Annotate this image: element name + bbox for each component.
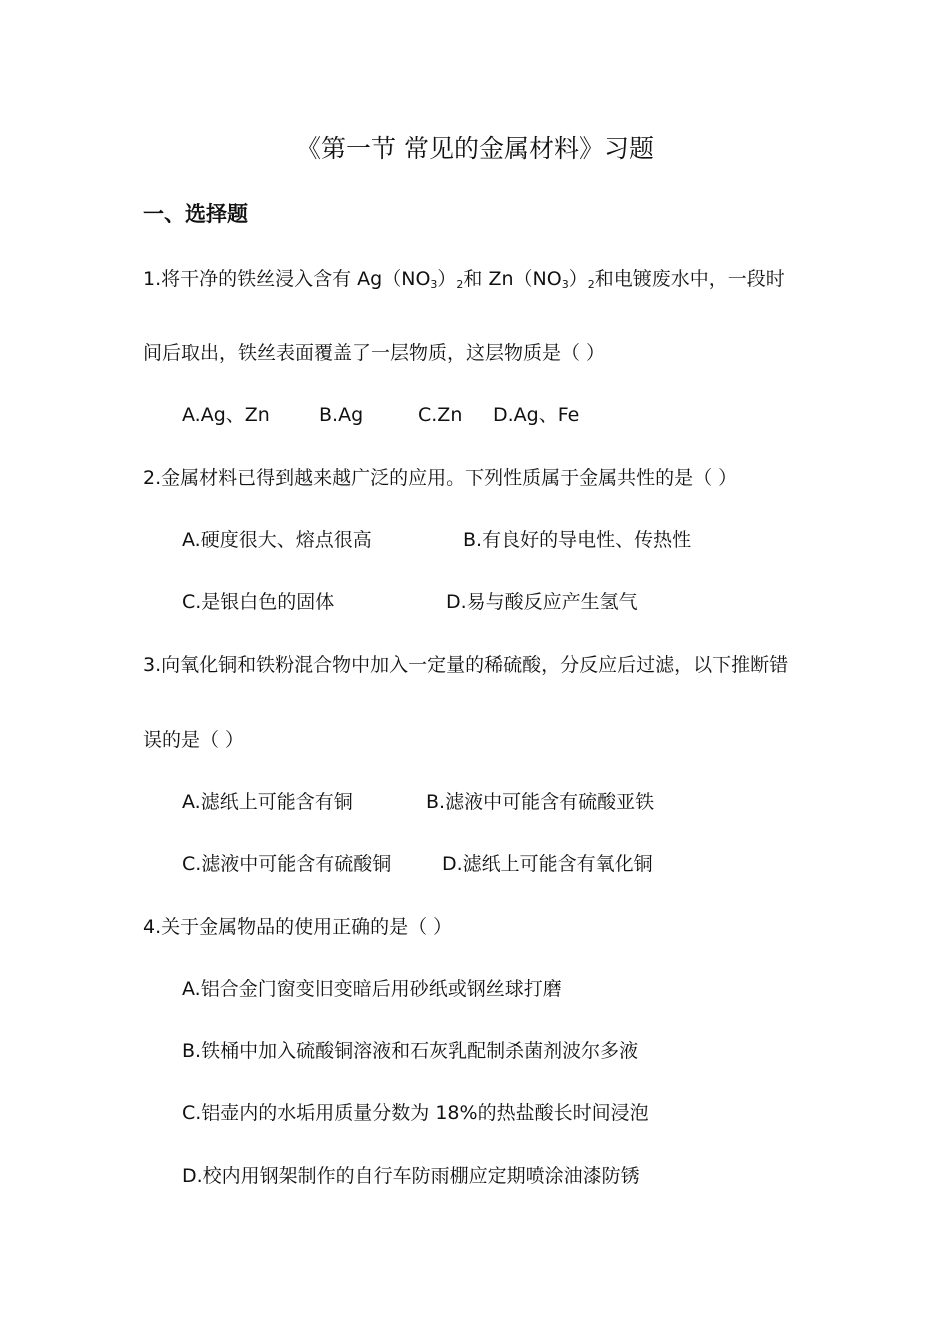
q1-part-a: 1.将干净的铁丝浸入含有 Ag（NO [143,268,431,290]
question-4-stem: 4.关于金属物品的使用正确的是（ ） [143,916,453,938]
question-1-option-c: C.Zn [418,404,463,426]
question-1-option-d: D.Ag、Fe [493,404,580,426]
q1-part-b: ） [437,268,457,290]
question-4-option-b: B.铁桶中加入硫酸铜溶液和石灰乳配制杀菌剂波尔多液 [182,1040,639,1062]
question-3-option-c: C.滤液中可能含有硫酸铜 [182,853,392,875]
question-1-stem-line-1 [143,267,785,297]
q1-sub-3b: 3 [561,278,569,291]
document-title: 《第一节 常见的金属材料》习题 [296,134,654,163]
question-4-option-c: C.铝壶内的水垢用质量分数为 18%的热盐酸长时间浸泡 [182,1102,649,1124]
question-4-option-a: A.铝合金门窗变旧变暗后用砂纸或钢丝球打磨 [182,978,562,1000]
q1-sub-2b: 2 [587,278,595,291]
question-3-option-b: B.滤液中可能含有硫酸亚铁 [426,791,655,813]
question-2-option-d: D.易与酸反应产生氢气 [446,591,638,613]
section-heading: 一、选择题 [143,202,248,226]
question-1-option-a: A.Ag、Zn [182,404,270,426]
question-2-option-c: C.是银白色的固体 [182,591,335,613]
question-1-option-b: B.Ag [319,404,364,426]
question-3-option-a: A.滤纸上可能含有铜 [182,791,353,813]
question-1-stem-line-2: 间后取出，铁丝表面覆盖了一层物质，这层物质是（ ） [143,342,606,364]
question-2-option-a: A.硬度很大、熔点很高 [182,529,372,551]
q1-sub-2a: 2 [456,278,464,291]
question-4-option-d: D.校内用钢架制作的自行车防雨棚应定期喷涂油漆防锈 [182,1165,640,1187]
question-3-option-d: D.滤纸上可能含有氧化铜 [442,853,653,875]
q1-sub-3a: 3 [430,278,438,291]
question-3-stem-line-1: 3.向氧化铜和铁粉混合物中加入一定量的稀硫酸，分反应后过滤，以下推断错 [143,654,789,676]
q1-part-c: 和 Zn（NO [463,268,562,290]
q1-part-d: ） [568,268,588,290]
q1-part-e: 和电镀废水中，一段时 [594,268,785,290]
question-3-stem-line-2: 误的是（ ） [143,729,245,751]
question-2-option-b: B.有良好的导电性、传热性 [463,529,692,551]
question-2-stem: 2.金属材料已得到越来越广泛的应用。下列性质属于金属共性的是（ ） [143,467,738,489]
